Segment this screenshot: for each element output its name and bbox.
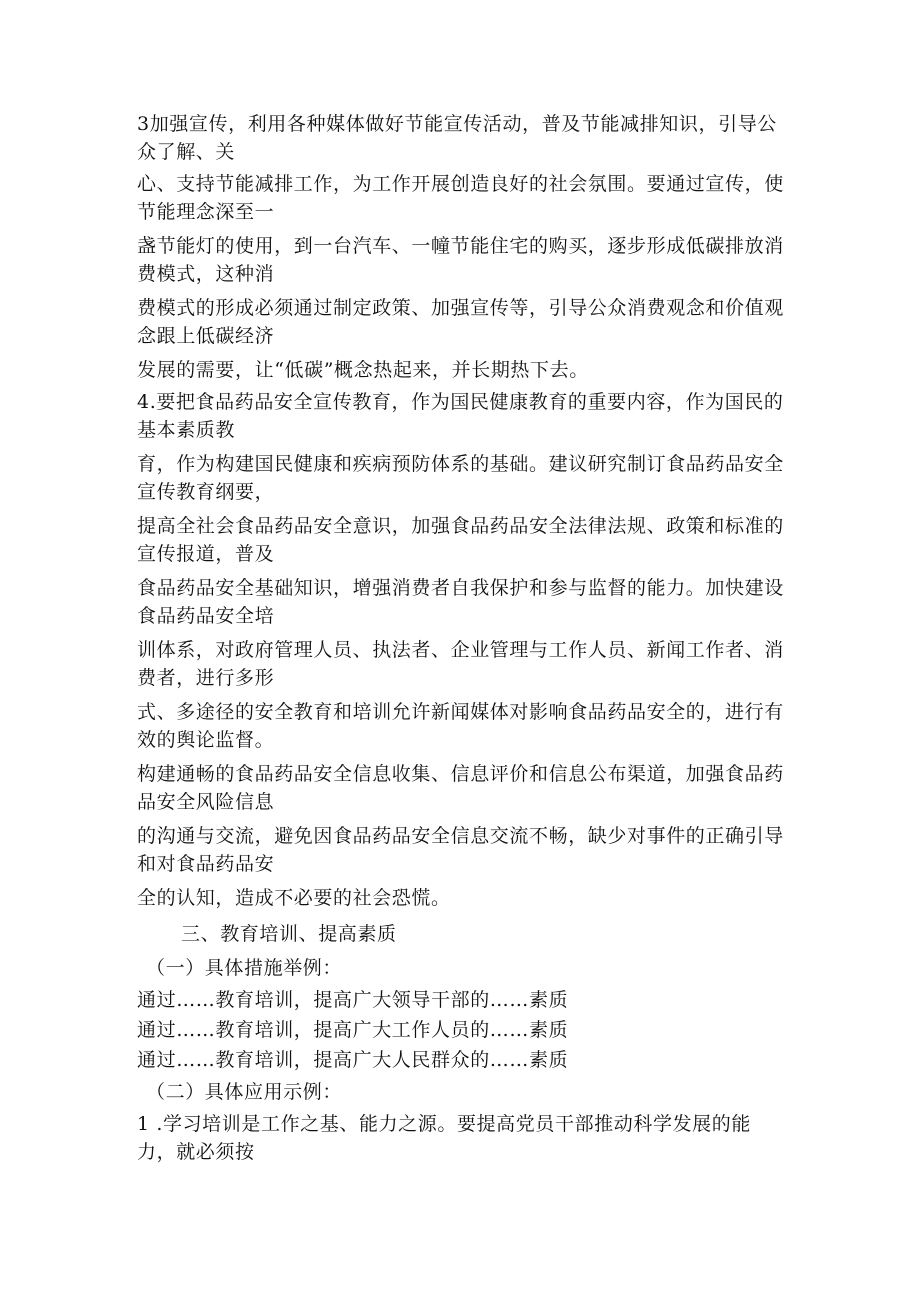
sub-heading-text: （二）具体应用示例： xyxy=(146,1081,343,1103)
section-heading-text: 三、教育培训、提高素质 xyxy=(181,923,397,945)
section-heading xyxy=(181,920,831,948)
text-line-content: 发展的需要，让“低碳”概念热起来，并长期热下去。 xyxy=(137,359,589,381)
sub-heading xyxy=(146,1078,796,1106)
example-line xyxy=(137,986,787,1014)
text-line-content: 式、多途径的安全教育和培训允许新闻媒体对影响食品药品安全的，进行有效的舆论监督。 xyxy=(137,701,784,751)
text-line xyxy=(137,698,787,754)
text-line-content: 的沟通与交流，避免因食品药品安全信息交流不畅，缺少对事件的正确引导和对食品药品安 xyxy=(137,825,784,875)
text-line-content: 心、支持节能减排工作，为工作开展创造良好的社会氛围。要通过宣传，使节能理念深至一 xyxy=(137,173,784,223)
text-line xyxy=(137,388,787,444)
example-text: 通过……教育培训，提高广大工作人员的……素质 xyxy=(137,1019,569,1041)
text-line xyxy=(137,232,787,288)
text-line-content: 全的认知，造成不必要的社会恐慌。 xyxy=(137,887,451,909)
example-text: 通过……教育培训，提高广大人民群众的……素质 xyxy=(137,1049,569,1071)
text-line xyxy=(137,110,787,166)
text-line xyxy=(137,822,787,878)
example-line xyxy=(137,1046,787,1074)
sub-heading xyxy=(146,954,796,982)
text-line-content: 费模式的形成必须通过制定政策、加强宣传等，引导公众消费观念和价值观念跟上低碳经济 xyxy=(137,297,784,347)
text-line xyxy=(137,512,787,568)
text-line-content: 盏节能灯的使用，到一台汽车、一幢节能住宅的购买，逐步形成低碳排放消费模式，这种消 xyxy=(137,235,784,285)
text-line xyxy=(137,760,787,816)
text-line-content: 3加强宣传，利用各种媒体做好节能宣传活动，普及节能减排知识，引导公众了解、关 xyxy=(137,113,777,163)
example-line xyxy=(137,1016,787,1044)
text-line-content: 育，作为构建国民健康和疾病预防体系的基础。建议研究制订食品药品安全宣传教育纲要， xyxy=(137,453,784,503)
text-line xyxy=(137,636,787,692)
text-line xyxy=(137,294,787,350)
example-text: 通过……教育培训，提高广大领导干部的……素质 xyxy=(137,989,569,1011)
text-line xyxy=(137,574,787,630)
text-line xyxy=(137,170,787,226)
text-line xyxy=(137,450,787,506)
sub-heading-text: （一）具体措施举例： xyxy=(146,957,343,979)
text-line xyxy=(137,356,787,384)
text-line xyxy=(137,1110,787,1166)
text-line-content: 训体系，对政府管理人员、执法者、企业管理与工作人员、新闻工作者、消费者，进行多形 xyxy=(137,639,784,689)
text-line-content: 1 .学习培训是工作之基、能力之源。要提高党员干部推动科学发展的能力，就必须按 xyxy=(137,1113,751,1163)
text-line-content: 提高全社会食品药品安全意识，加强食品药品安全法律法规、政策和标准的宣传报道，普及 xyxy=(137,515,784,565)
text-line-content: 食品药品安全基础知识，增强消费者自我保护和参与监督的能力。加快建设食品药品安全培 xyxy=(137,577,784,627)
text-line-content: 构建通畅的食品药品安全信息收集、信息评价和信息公布渠道，加强食品药品安全风险信息 xyxy=(137,763,784,813)
text-line xyxy=(137,884,787,912)
text-line-content: 4.要把食品药品安全宣传教育，作为国民健康教育的重要内容，作为国民的基本素质教 xyxy=(137,391,784,441)
